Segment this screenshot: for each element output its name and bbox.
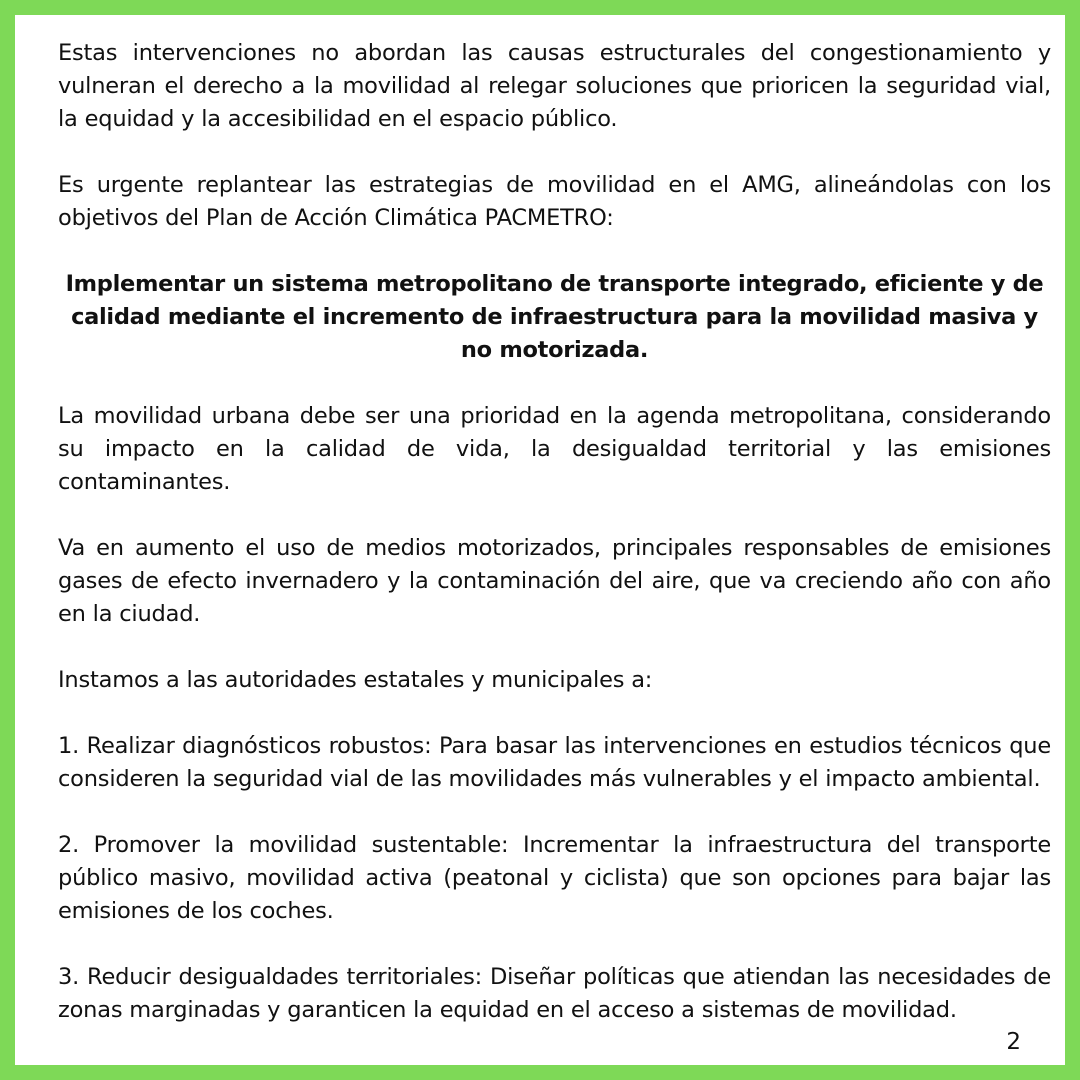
paragraph-urgency: Es urgente replantear las estrategias de movilidad en el AMG, alineándolas con los objetivos del Plan de Acción Climática PACMETRO:: [58, 172, 1051, 231]
paragraph-priority: La movilidad urbana debe ser una prioridad en la agenda metropolitana, considerando su impacto en la calidad de vida, la desigualdad territorial y las emisiones contaminantes.: [58, 403, 1051, 495]
list-item-diagnostics: 1. Realizar diagnósticos robustos: Para basar las intervenciones en estudios técnicos que consideren la seguridad vial de las movilidades más vulnerables y el impacto ambiental.: [58, 733, 1051, 792]
paragraph-intro: Estas intervenciones no abordan las causas estructurales del congestionamiento y vulneran el derecho a la movilidad al relegar soluciones que prioricen la seguridad vial, la equidad y la accesibilidad en el espacio público.: [58, 40, 1051, 132]
page-number: 2: [1006, 1029, 1021, 1055]
list-item-territorial-inequality: 3. Reducir desigualdades territoriales: Diseñar políticas que atiendan las necesidades de zonas marginadas y garanticen la equidad en el acceso a sistemas de movilidad.: [58, 964, 1051, 1023]
document-body: [58, 37, 1051, 1027]
list-item-sustainable-mobility: 2. Promover la movilidad sustentable: Incrementar la infraestructura del transporte público masivo, movilidad activa (peatonal y ciclista) que son opciones para bajar las emisiones de los coches.: [58, 832, 1051, 924]
highlight-objective: Implementar un sistema metropolitano de transporte integrado, eficiente y de calidad mediante el incremento de infraestructura para la movilidad masiva y no motorizada.: [65, 271, 1044, 363]
paragraph-emissions: Va en aumento el uso de medios motorizados, principales responsables de emisiones gases de efecto invernadero y la contaminación del aire, que va creciendo año con año en la ciudad.: [58, 535, 1051, 627]
paragraph-call: Instamos a las autoridades estatales y municipales a:: [58, 667, 653, 693]
